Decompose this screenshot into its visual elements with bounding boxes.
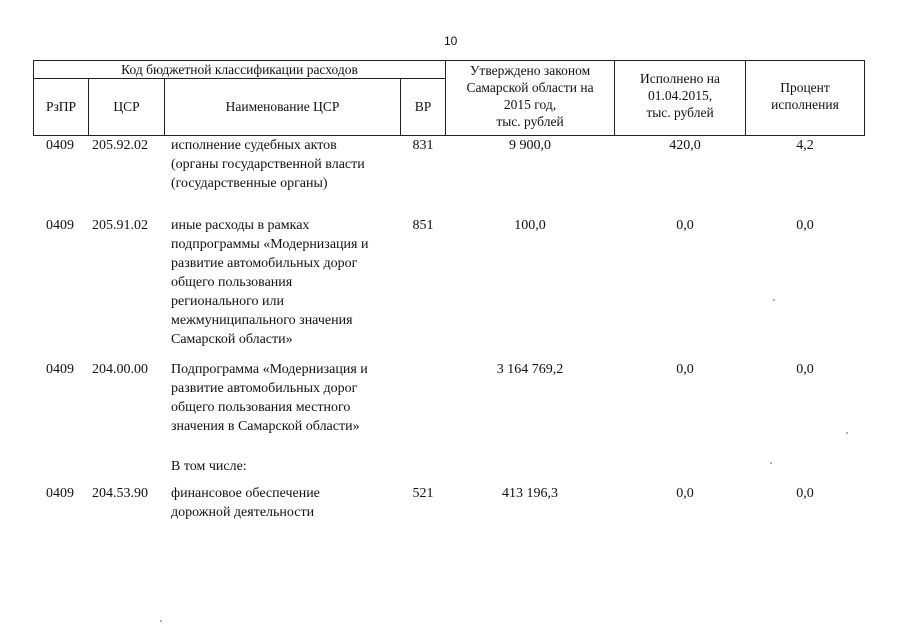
cell-csr: 205.91.02 <box>92 218 148 233</box>
cell-csr: 204.00.00 <box>92 362 148 377</box>
cell-csr: 205.92.02 <box>92 138 148 153</box>
cell-approved: 3 164 769,2 <box>496 362 564 377</box>
cell-approved: 100,0 <box>514 218 546 233</box>
cell-percent: 0,0 <box>796 218 814 233</box>
cell-rzpr: 0409 <box>46 362 74 377</box>
header-col-approved: Утверждено законом Самарской области на 2015 год, тыс. рублей <box>466 63 594 129</box>
scan-speck <box>770 462 772 464</box>
header-col-vr: ВР <box>414 99 432 114</box>
cell-executed: 420,0 <box>669 138 701 153</box>
cell-csr: 204.53.90 <box>92 486 148 501</box>
cell-percent: 0,0 <box>796 486 814 501</box>
cell-vr: 831 <box>412 138 434 153</box>
scan-speck <box>773 299 775 301</box>
cell-rzpr: 0409 <box>46 138 74 153</box>
table-note: В том числе: <box>171 459 247 474</box>
cell-rzpr: 0409 <box>46 218 74 233</box>
cell-name: Подпрограмма «Модернизация и развитие автомобильных дорог общего пользования местного значения в Самарской области» <box>171 362 368 434</box>
cell-approved: 413 196,3 <box>502 486 558 501</box>
cell-name: исполнение судебных актов (органы государственной власти (государственные органы) <box>171 138 365 191</box>
cell-name: финансовое обеспечение дорожной деятельности <box>171 486 320 520</box>
header-group-divider <box>33 78 445 79</box>
header-col-name: Наименование ЦСР <box>225 99 340 114</box>
header-vline-right <box>864 60 865 136</box>
cell-executed: 0,0 <box>676 362 694 377</box>
cell-approved: 9 900,0 <box>509 138 551 153</box>
scan-speck <box>846 432 848 434</box>
header-group-title: Код бюджетной классификации расходов <box>121 62 358 77</box>
cell-executed: 0,0 <box>676 486 694 501</box>
cell-executed: 0,0 <box>676 218 694 233</box>
header-col-csr: ЦСР <box>113 99 140 114</box>
cell-vr: 851 <box>412 218 434 233</box>
page-number: 10 <box>444 34 458 48</box>
cell-percent: 0,0 <box>796 362 814 377</box>
header-col-rzpr: РзПР <box>45 99 77 114</box>
scan-speck <box>160 620 162 622</box>
cell-name: иные расходы в рамках подпрограммы «Модернизация и развитие автомобильных дорог общего пользования регионального или межмуниципального значения Самарской области» <box>171 218 369 347</box>
header-col-percent: Процент исполнения <box>771 80 839 112</box>
cell-rzpr: 0409 <box>46 486 74 501</box>
header-col-executed: Исполнено на 01.04.2015, тыс. рублей <box>639 71 721 120</box>
cell-percent: 4,2 <box>796 138 814 153</box>
cell-vr: 521 <box>412 486 434 501</box>
